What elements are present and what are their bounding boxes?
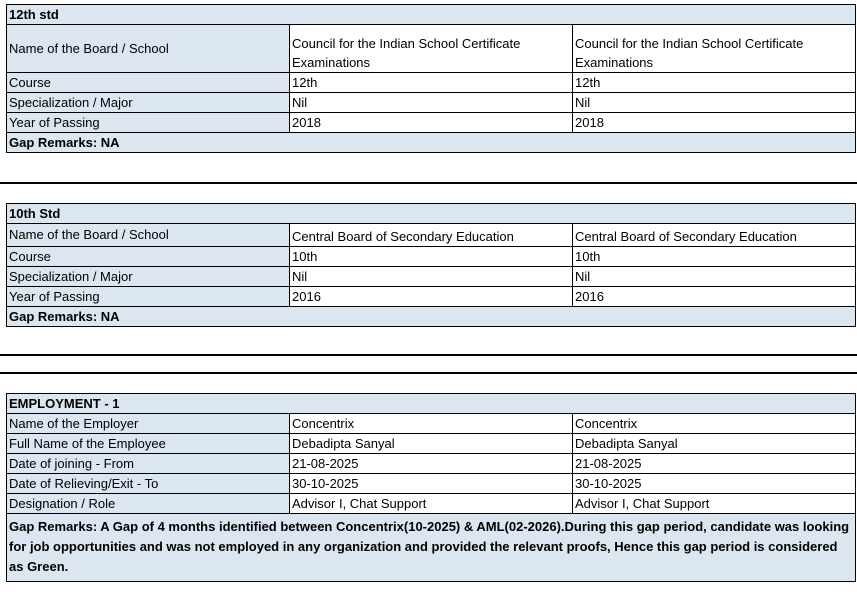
- row-label: Specialization / Major: [7, 93, 290, 113]
- row-value-1: 10th: [290, 247, 573, 267]
- row-label: Course: [7, 73, 290, 93]
- row-label: Year of Passing: [7, 113, 290, 133]
- row-value-1: 2018: [290, 113, 573, 133]
- row-value-1: Debadipta Sanyal: [290, 434, 573, 454]
- row-value-2: Nil: [573, 93, 856, 113]
- row-value-2: 12th: [573, 73, 856, 93]
- table-row: [7, 93, 856, 113]
- table-row: [7, 73, 856, 93]
- row-value-1: 30-10-2025: [290, 474, 573, 494]
- row-value-1: 2016: [290, 287, 573, 307]
- row-value-2: 2018: [573, 113, 856, 133]
- row-value-1: 12th: [290, 73, 573, 93]
- row-value-2: Concentrix: [573, 414, 856, 434]
- row-label: Name of the Board / School: [7, 25, 290, 73]
- row-value-2: 2016: [573, 287, 856, 307]
- remark-row: [7, 307, 856, 327]
- section-divider: [0, 182, 857, 184]
- table-row: [7, 474, 856, 494]
- section-title: 10th Std: [7, 204, 856, 224]
- education-12th-table: [6, 4, 856, 153]
- education-10th-table: [6, 203, 856, 327]
- row-label: Date of joining - From: [7, 454, 290, 474]
- row-value-2: 21-08-2025: [573, 454, 856, 474]
- remark-row: [7, 514, 856, 582]
- table-row: [7, 25, 856, 73]
- table-row: [7, 113, 856, 133]
- remark-row: [7, 133, 856, 153]
- row-label: Specialization / Major: [7, 267, 290, 287]
- section-header-row: [7, 204, 856, 224]
- section-title: EMPLOYMENT - 1: [7, 394, 856, 414]
- row-label: Year of Passing: [7, 287, 290, 307]
- section-header-row: [7, 394, 856, 414]
- row-value-1: Concentrix: [290, 414, 573, 434]
- row-value-1: Central Board of Secondary Education: [290, 224, 573, 247]
- row-value-2: Debadipta Sanyal: [573, 434, 856, 454]
- row-value-2: Council for the Indian School Certificate Examinations: [573, 25, 856, 73]
- row-label: Course: [7, 247, 290, 267]
- employment-1-table: [6, 393, 856, 582]
- row-label: Date of Relieving/Exit - To: [7, 474, 290, 494]
- table-row: [7, 414, 856, 434]
- table-row: [7, 494, 856, 514]
- table-row: [7, 434, 856, 454]
- table-row: [7, 267, 856, 287]
- section-divider: [0, 354, 857, 356]
- gap-remarks: Gap Remarks: A Gap of 4 months identified between Concentrix(10-2025) & AML(02-2026).During this gap period, candidate was looking for job opportunities and was not employed in any organization and provided the relevant proofs, Hence this gap period is considered as Green.: [7, 514, 856, 582]
- row-value-1: Advisor I, Chat Support: [290, 494, 573, 514]
- row-value-1: Nil: [290, 267, 573, 287]
- row-label: Name of the Board / School: [7, 224, 290, 247]
- row-value-2: Advisor I, Chat Support: [573, 494, 856, 514]
- table-row: [7, 287, 856, 307]
- table-row: [7, 224, 856, 247]
- row-value-1: Nil: [290, 93, 573, 113]
- row-value-2: 10th: [573, 247, 856, 267]
- row-value-1: 21-08-2025: [290, 454, 573, 474]
- table-row: [7, 454, 856, 474]
- table-row: [7, 247, 856, 267]
- section-header-row: [7, 5, 856, 25]
- row-value-2: Nil: [573, 267, 856, 287]
- row-value-2: Central Board of Secondary Education: [573, 224, 856, 247]
- section-divider: [0, 372, 857, 374]
- row-value-2: 30-10-2025: [573, 474, 856, 494]
- row-value-1: Council for the Indian School Certificate Examinations: [290, 25, 573, 73]
- gap-remarks: Gap Remarks: NA: [7, 307, 856, 327]
- section-title: 12th std: [7, 5, 856, 25]
- gap-remarks: Gap Remarks: NA: [7, 133, 856, 153]
- row-label: Designation / Role: [7, 494, 290, 514]
- row-label: Full Name of the Employee: [7, 434, 290, 454]
- row-label: Name of the Employer: [7, 414, 290, 434]
